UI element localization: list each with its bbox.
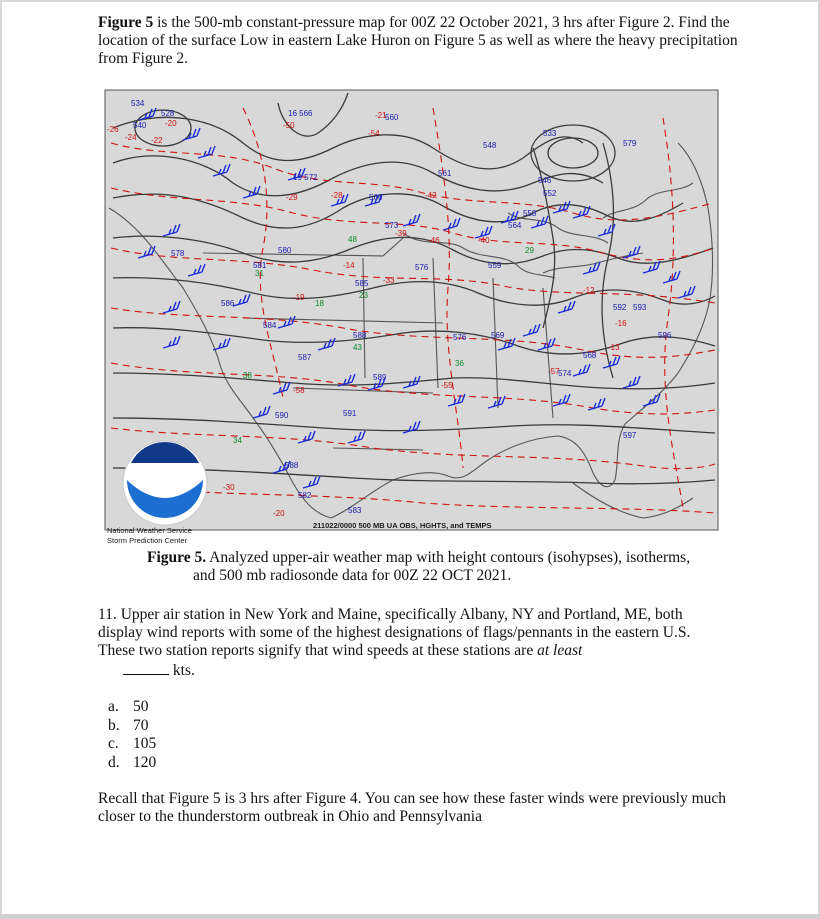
temperature-label: -14 [343, 261, 355, 270]
temperature-label: 29 [525, 246, 534, 255]
temperature-label: 31 [255, 269, 264, 278]
figure-caption [147, 549, 727, 585]
temperature-label: -26 [107, 125, 119, 134]
height-label: 560 [385, 113, 399, 122]
height-label: 561 [438, 169, 452, 178]
height-label: 528 [161, 109, 175, 118]
caption-line-2: and 500 mb radiosonde data for 00Z 22 OCT 2021. [193, 567, 512, 584]
choice-d[interactable]: d. 120 [108, 753, 157, 771]
temperature-label: 36 [455, 359, 464, 368]
agency-line-2: Storm Prediction Center [107, 536, 188, 545]
height-label: 540 [133, 121, 147, 130]
temperature-label: -20 [165, 119, 177, 128]
height-label: 574 [558, 369, 572, 378]
height-label: 558 [523, 209, 537, 218]
height-label: 586 [221, 299, 235, 308]
height-label: 578 [171, 249, 185, 258]
temperature-label: -13 [608, 343, 620, 352]
page-border-bottom [0, 914, 820, 919]
question-number: 11. [98, 606, 117, 623]
height-label: 566 [369, 193, 383, 202]
height-label: 587 [298, 353, 312, 362]
page-border-left [0, 0, 2, 919]
recall-paragraph: Recall that Figure 5 is 3 hrs after Figure 4. You can see how these faster winds were previously much closer to the thunderstorm outbreak in Ohio and Pennsylvania [98, 790, 727, 825]
temperature-label: -46 [428, 236, 440, 245]
height-label: 588 [285, 461, 299, 470]
temperature-label: -39 [395, 229, 407, 238]
temperature-label: -54 [368, 129, 380, 138]
height-label: 590 [275, 411, 289, 420]
temperature-label: -30 [223, 483, 235, 492]
temperature-label: -28 [331, 191, 343, 200]
intro-figure-ref: Figure 5 [98, 14, 154, 31]
question-11 [98, 606, 728, 680]
height-label: 548 [483, 141, 497, 150]
height-label: 596 [658, 331, 672, 340]
product-label: 211022/0000 500 MB UA OBS, HGHTS, and TEMPS [313, 521, 492, 530]
noaa-logo-text: NOAA [145, 460, 185, 475]
temperature-label: -55 [441, 381, 453, 390]
question-units: kts. [172, 662, 195, 679]
noaa-logo [123, 441, 207, 525]
height-label: 589 [373, 373, 387, 382]
temperature-label: 18 [315, 299, 324, 308]
height-label: 591 [343, 409, 357, 418]
upper-air-map [103, 88, 720, 548]
intro-paragraph [98, 14, 738, 68]
height-label: 19 572 [293, 173, 318, 182]
page-border-top [0, 0, 820, 2]
answer-choices [108, 698, 156, 772]
temperature-label: -33 [383, 276, 395, 285]
choice-b[interactable]: b. 70 [108, 716, 149, 734]
temperature-label: -58 [293, 386, 305, 395]
height-label: 592 [613, 303, 627, 312]
temperature-label: -19 [293, 293, 305, 302]
height-label: 533 [543, 129, 557, 138]
height-label: 546 [538, 176, 552, 185]
question-emphasis: at least [537, 642, 583, 659]
choice-a[interactable]: a. 50 [108, 698, 149, 715]
temperature-label: 43 [353, 343, 362, 352]
height-label: 569 [491, 331, 505, 340]
temperature-label: -57 [548, 367, 560, 376]
height-label: 534 [131, 99, 145, 108]
height-label: 597 [623, 431, 637, 440]
temperature-label: -12 [583, 286, 595, 295]
height-label: 580 [278, 246, 292, 255]
height-label: 584 [263, 321, 277, 330]
caption-text: Analyzed upper-air weather map with height contours (isohypses), isotherms, [206, 549, 691, 566]
intro-text: is the 500-mb constant-pressure map for 00Z 22 October 2021, 3 hrs after Figure 2. Find the location of the surface Low in eastern Lake Huron on Figure 5 as well as where the heavy precipitation from Figure 2. [98, 14, 738, 67]
temperature-label: -16 [615, 319, 627, 328]
temperature-label: 38 [243, 371, 252, 380]
temperature-label: -24 [125, 133, 137, 142]
answer-blank[interactable] [123, 660, 169, 675]
choice-c[interactable]: c. 105 [108, 735, 157, 752]
weather-map-figure [103, 88, 720, 548]
temperature-label: -42 [425, 191, 437, 200]
height-label: 16 566 [288, 109, 313, 118]
height-label: 576 [415, 263, 429, 272]
height-label: 576 [453, 333, 467, 342]
height-label: 568 [583, 351, 597, 360]
temperature-label: -40 [478, 236, 490, 245]
height-label: 564 [508, 221, 522, 230]
temperature-label: 48 [348, 235, 357, 244]
height-label: 579 [623, 139, 637, 148]
height-label: 581 [253, 261, 267, 270]
height-label: 593 [633, 303, 647, 312]
temperature-label: 34 [233, 436, 242, 445]
height-label: 583 [348, 506, 362, 515]
height-label: 559 [488, 261, 502, 270]
height-label: 573 [385, 221, 399, 230]
temperature-label: 23 [359, 291, 368, 300]
height-label: 582 [298, 491, 312, 500]
question-text: Upper air station in New York and Maine, specifically Albany, NY and Portland, ME, both display wind reports with some of the highest designations of flags/pennants in the eastern U.S. These two station reports signify that wind speeds at these stations are [98, 606, 691, 659]
temperature-label: -29 [286, 193, 298, 202]
agency-line-1: National Weather Service [107, 526, 192, 535]
temperature-label: -50 [283, 121, 295, 130]
temperature-label: -20 [273, 509, 285, 518]
caption-figure-ref: Figure 5. [147, 549, 207, 566]
height-label: 585 [355, 279, 369, 288]
temperature-label: -21 [375, 111, 387, 120]
temperature-label: -22 [151, 136, 163, 145]
height-label: 552 [543, 189, 557, 198]
height-label: 588 [353, 331, 367, 340]
